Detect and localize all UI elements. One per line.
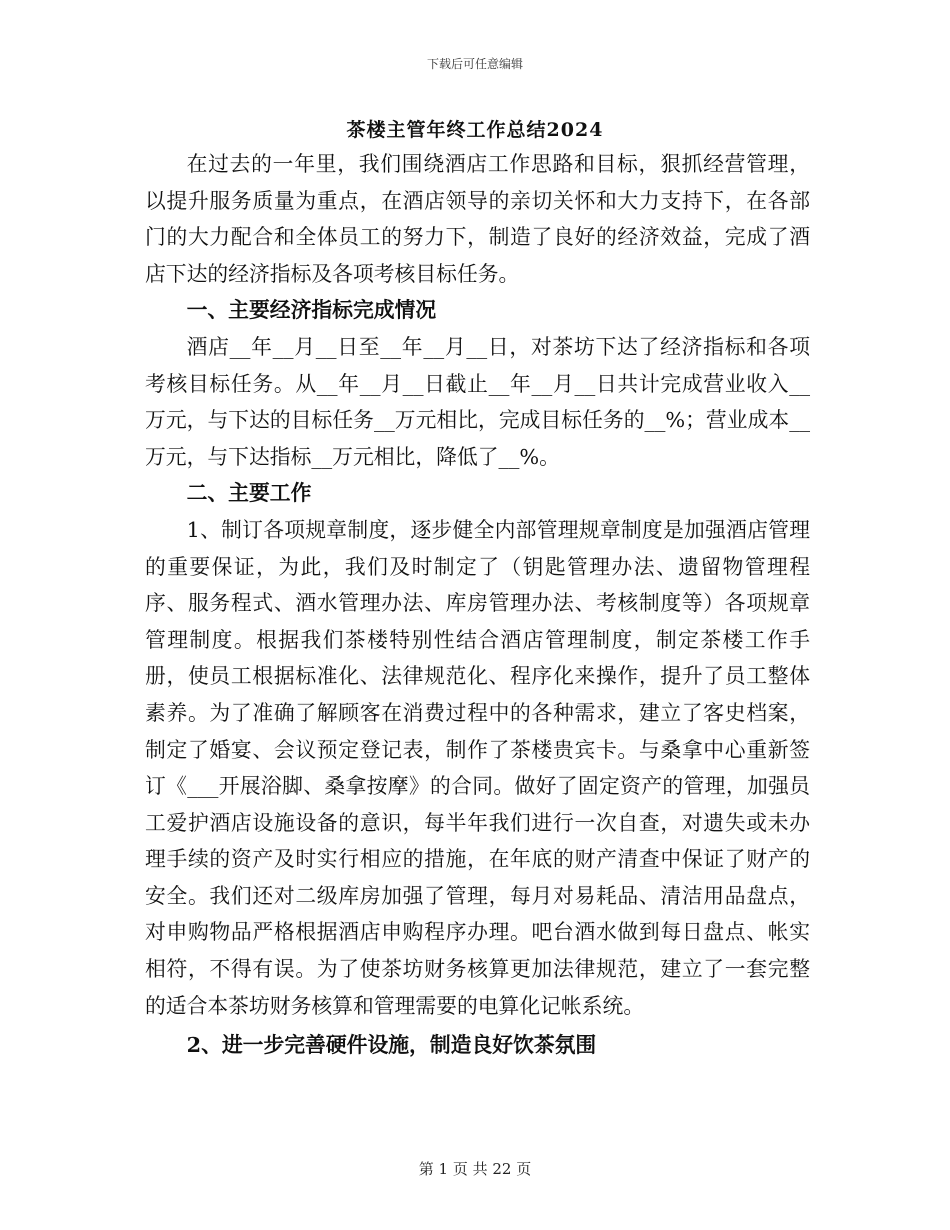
work-item-1-paragraph: 1、制订各项规章制度，逐步健全内部管理规章制度是加强酒店管理的重要保证，为此，我们及时制定了（钥匙管理办法、遗留物管理程序、服务程式、酒水管理办法、库房管理办法、考核制度等）各项规章管理制度。根据我们茶楼特别性结合酒店管理制度，制定茶楼工作手册，使员工根据标准化、法律规范化、程序化来操作，提升了员工整体素养。为了准确了解顾客在消费过程中的各种需求，建立了客史档案，制定了婚宴、会议预定登记表，制作了茶楼贵宾卡。与桑拿中心重新签订《___开展浴脚、桑拿按摩》的合同。做好了固定资产的管理，加强员工爱护酒店设施设备的意识，每半年我们进行一次自查，对遗失或未办理手续的资产及时实行相应的措施，在年底的财产清查中保证了财产的安全。我们还对二级库房加强了管理，每月对易耗品、清洁用品盘点，对申购物品严格根据酒店申购程序办理。吧台酒水做到每日盘点、帐实相符，不得有误。为了使茶坊财务核算更加法律规范，建立了一套完整的适合本茶坊财务核算和管理需要的电算化记帐系统。 bbox=[145, 517, 810, 1018]
work-item-2-heading: 2、进一步完善硬件设施，制造良好饮茶氛围 bbox=[186, 1032, 597, 1058]
section-heading-main-work: 二、主要工作 bbox=[186, 480, 312, 506]
document-title: 茶楼主管年终工作总结2024 bbox=[346, 119, 604, 141]
page-number-footer: 第 1 页 共 22 页 bbox=[418, 1160, 532, 1178]
header-note: 下载后可任意编辑 bbox=[426, 57, 523, 71]
section-heading-economic: 一、主要经济指标完成情况 bbox=[186, 297, 437, 323]
intro-paragraph: 在过去的一年里，我们围绕酒店工作思路和目标，狠抓经营管理，以提升服务质量为重点，在酒店领导的亲切关怀和大力支持下，在各部门的大力配合和全体员工的努力下，制造了良好的经济效益，完成了酒店下达的经济指标及各项考核目标任务。 bbox=[145, 152, 810, 286]
document-body bbox=[145, 146, 810, 1064]
economic-indicators-paragraph: 酒店__年__月__日至__年__月__日，对茶坊下达了经济指标和各项考核目标任务。从__年__月__日截止__年__月__日共计完成营业收入__万元，与下达的目标任务__万元相比，完成目标任务的__%；营业成本__万元，与下达指标__万元相比，降低了__%。 bbox=[145, 334, 810, 469]
